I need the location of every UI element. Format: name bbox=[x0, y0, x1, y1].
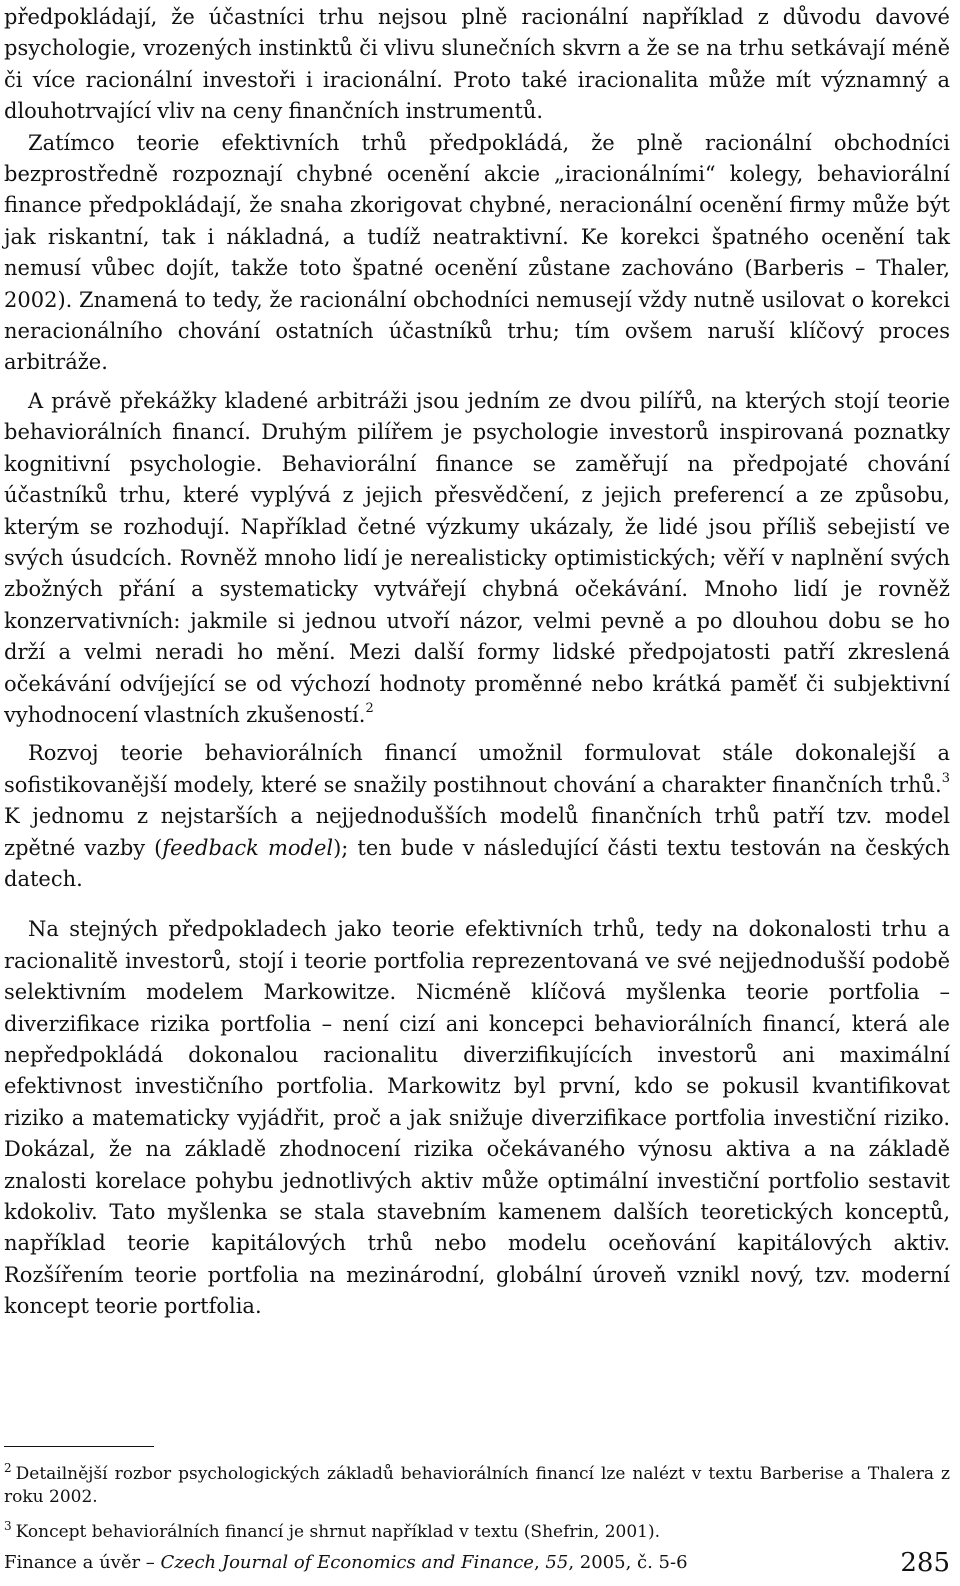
page-footer bbox=[4, 1546, 950, 1580]
footnote-ref[interactable]: 2 bbox=[365, 700, 374, 716]
paragraph-continued bbox=[4, 2, 950, 128]
paragraph-arbitrage bbox=[4, 386, 950, 731]
footnotes bbox=[4, 1446, 950, 1556]
paragraph-models bbox=[4, 738, 950, 895]
paragraph-efficient-markets bbox=[4, 128, 950, 379]
footnote-text: Detailnější rozbor psychologických základů behaviorálních financí lze nalézt v textu Barberise a Thalera z roku 2002. bbox=[4, 1464, 950, 1507]
page-number: 285 bbox=[900, 1548, 950, 1578]
journal-volume: 55 bbox=[545, 1552, 569, 1573]
footnote-divider bbox=[4, 1446, 154, 1447]
paragraph-text: A právě překážky kladené arbitráži jsou jedním ze dvou pilířů, na kterých stojí teorie behaviorálních financí. Druhým pilířem je psychologie investorů inspirovaná poznatky kognitivní psychologie. Behaviorální finance se zaměřují na předpojaté chování účastníků trhu, které vyplývá z jejich přesvědčení, z jejich preferencí a ze způsobu, kterým se rozhodují. Například četné výzkumy ukázaly, že lidé jsou příliš sebejistí ve svých úsudcích. Rovněž mnoho lidí je nerealisticky optimistických; věří v naplnění svých zbožných přání a systematicky vytvářejí chybná očekávání. Mnoho lidí je rovněž konzervativních: jakmile si jednou utvoří názor, velmi pevně a po dlouhou dobu se ho drží a velmi neradi ho mění. Mezi další formy lidské předpojatosti patří zkreslená očekávání odvíjející se od výchozí hodnoty proměnné nebo krátká paměť či subjektivní vyhodnocení vlastních zkušeností. bbox=[4, 388, 950, 727]
footnote-2 bbox=[4, 1463, 950, 1509]
paragraph-text: předpokládají, že účastníci trhu nejsou plně racionální například z důvodu davové psychologie, vrozených instinktů či vlivu slunečních skvrn a že se na trhu setkávají méně či více racionální investoři i iracionální. Proto také iracionalita může mít významný a dlouhotrvající vliv na ceny finančních instrumentů. bbox=[4, 5, 950, 124]
journal-citation bbox=[4, 1546, 688, 1580]
paragraph-text: Rozvoj teorie behaviorálních financí umožnil formulovat stále dokonalejší a sofistikovanější modely, které se snažily postihnout chování a charakter finančních trhů. bbox=[4, 741, 950, 797]
footnote-3 bbox=[4, 1521, 950, 1544]
footnote-ref[interactable]: 3 bbox=[941, 770, 950, 786]
paragraph-text: Na stejných předpokladech jako teorie efektivních trhů, tedy na dokonalosti trhu a racionalitě investorů, stojí i teorie portfolia reprezentovaná ve své nejjednodušší podobě selektivním modelem Markowitze. Nicméně klíčová myšlenka teorie portfolia – diverzifikace rizika portfolia – není cizí ani koncepci behaviorálních financí, která ale nepředpokládá dokonalou racionalitu diverzifikujících investorů ani maximální efektivnost investičního portfolia. Markowitz byl první, kdo se pokusil kvantifikovat riziko a matematicky vyjádřit, proč a jak snižuje diverzifikace portfolia investiční riziko. Dokázal, že na základě zhodnocení rizika očekávaného výnosu aktiva a na základě znalosti korelace pohybu jednotlivých aktiv může optimální investiční portfolio sestavit kdokoliv. Tato myšlenka se stala stavebním kamenem dalších teoretických konceptů, například teorie kapitálových trhů nebo modelu oceňování kapitálových aktiv. Rozšířením teorie portfolia na mezinárodní, globální úroveň vznikl nový, tzv. moderní koncept teorie portfolia. bbox=[4, 917, 950, 1319]
journal-prefix: Finance a úvěr – bbox=[4, 1552, 161, 1573]
italic-term: feedback model bbox=[162, 835, 334, 860]
article-body bbox=[4, 2, 950, 1323]
journal-name: Czech Journal of Economics and Finance bbox=[160, 1552, 534, 1573]
footnote-number: 3 bbox=[4, 1519, 12, 1534]
journal-issue: , 2005, č. 5-6 bbox=[568, 1552, 688, 1573]
paragraph-text: Zatímco teorie efektivních trhů předpokládá, že plně racionální obchodníci bezprostředně rozpoznají chybné ocenění akcie „iracionálními“ kolegy, behaviorální finance předpokládají, že snaha zkorigovat chybné, neracionální ocenění firmy může být jak riskantní, tak i nákladná, a tudíž neatraktivní. Ke korekci špatného ocenění tak nemusí vůbec dojít, takže toto špatné ocenění zůstane zachováno (Barberis – Thaler, 2002). Znamená to tedy, že racionální obchodníci nemusejí vždy nutně usilovat o korekci neracionálního chování ostatních účastníků trhu; tím ovšem naruší klíčový proces arbitráže. bbox=[4, 130, 950, 375]
journal-separator: , bbox=[533, 1552, 546, 1573]
paragraph-text: K jednomu z nejstarších a nejjednodušších modelů finančních trhů patří tzv. model zpětné vazby ( bbox=[4, 804, 950, 860]
paragraph-text: ); ten bude v následující části textu testován na českých datech. bbox=[4, 835, 950, 891]
paragraph-portfolio-theory bbox=[4, 914, 950, 1322]
footnote-number: 2 bbox=[4, 1461, 12, 1476]
footnote-text: Koncept behaviorálních financí je shrnut například v textu (Shefrin, 2001). bbox=[15, 1522, 660, 1542]
